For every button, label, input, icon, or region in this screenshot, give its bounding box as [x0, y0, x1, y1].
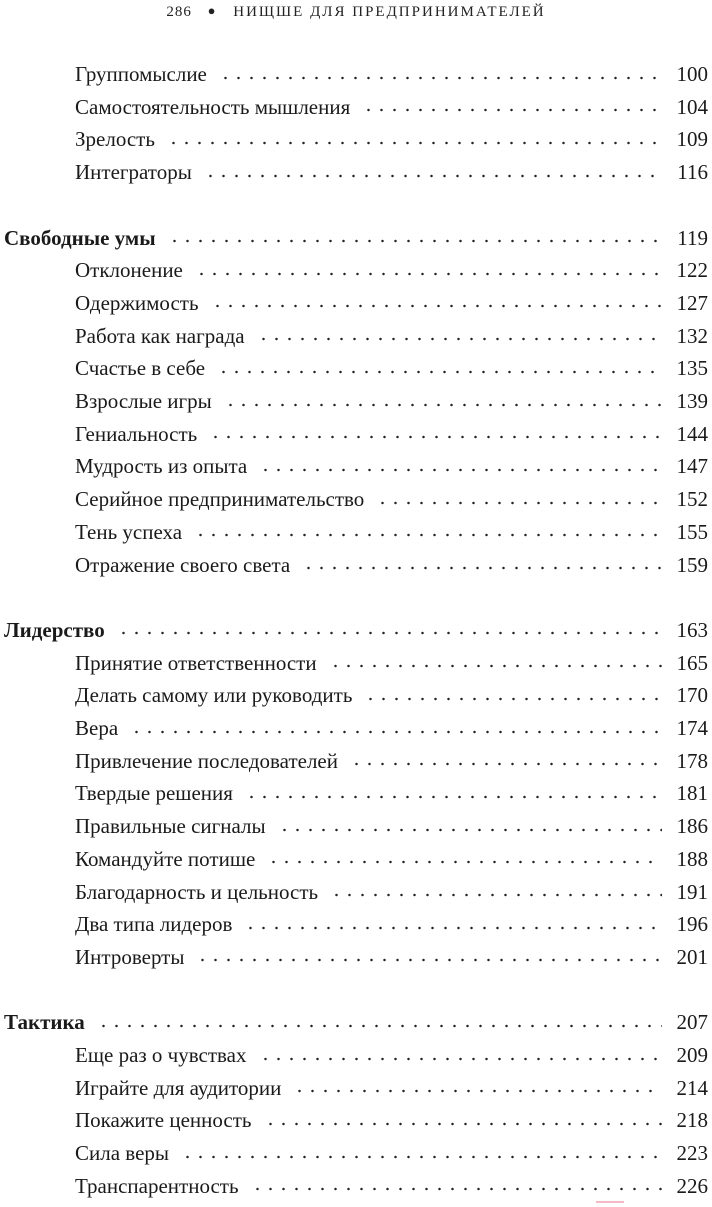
toc-entry-page-number: 139: [676, 389, 708, 413]
toc-entry-title: Привлечение последователей: [75, 748, 338, 773]
dot-leader: [330, 893, 662, 897]
toc-heading-title: Свободные умы: [4, 225, 156, 250]
toc-heading: [4, 614, 708, 647]
dot-leader: [267, 860, 662, 864]
toc-entry: [75, 712, 708, 745]
toc-entry-title: Интроверты: [75, 944, 185, 969]
toc-entry: [75, 123, 708, 156]
dot-leader: [264, 1122, 662, 1126]
toc-entry-page-number: 155: [676, 519, 708, 544]
toc-entry-page-number: 188: [676, 846, 708, 871]
dot-leader: [376, 501, 662, 505]
toc-heading-page-number: 119: [677, 225, 708, 250]
dot-leader: [278, 828, 662, 832]
toc-entry-page-number: 165: [676, 650, 708, 675]
toc-entry-page-number: 209: [676, 1043, 708, 1067]
toc-entry-title: Тень успеха: [75, 519, 183, 544]
dot-leader: [259, 468, 662, 472]
toc-entry-page-number: 170: [676, 683, 708, 708]
toc-entry: [75, 91, 708, 124]
toc-entry-title: Благодарность и цельность: [75, 879, 319, 904]
dot-leader: [97, 1024, 662, 1028]
toc-heading-page-number: 207: [676, 1010, 708, 1035]
dot-leader: [245, 795, 662, 799]
toc-entry-title: Взрослые игры: [75, 389, 212, 413]
toc-entry: [75, 1104, 708, 1137]
toc-entry: [75, 254, 708, 287]
page-number: 286: [166, 4, 192, 20]
toc-entry-page-number: 174: [676, 716, 708, 740]
dot-leader: [257, 337, 662, 341]
toc-entry: [75, 679, 708, 712]
toc-entry-title: Отражение своего света: [75, 552, 291, 577]
toc-entry-page-number: 135: [676, 356, 708, 381]
toc-entry: [75, 418, 708, 451]
toc-entry: [75, 450, 708, 483]
toc-entry: [75, 58, 708, 91]
toc-entry: [75, 287, 708, 320]
toc-entry-page-number: 147: [676, 454, 708, 479]
toc-entry-title: Одержимость: [75, 290, 199, 315]
dot-leader: [259, 1057, 663, 1061]
toc-entry-title: Твердые решения: [75, 781, 233, 806]
toc-heading: [4, 222, 708, 255]
toc-entry: [75, 156, 708, 189]
page-stain: [596, 1201, 624, 1203]
toc-entry-page-number: 122: [676, 258, 708, 283]
toc-entry-title: Мудрость из опыта: [75, 454, 248, 479]
dot-leader: [209, 435, 662, 439]
toc-entry: [75, 549, 708, 582]
dot-leader: [130, 730, 662, 734]
toc-entry-page-number: 100: [676, 62, 708, 86]
toc-entry: [75, 1170, 708, 1203]
dot-leader: [217, 370, 662, 374]
dot-leader: [204, 174, 662, 178]
dot-leader: [244, 926, 662, 930]
toc-entry-page-number: 109: [676, 127, 708, 152]
separator-bullet: ●: [207, 3, 218, 18]
toc-entry-page-number: 218: [676, 1108, 708, 1133]
book-title: НИЩШЕ ДЛЯ ПРЕДПРИНИМАТЕЛЕЙ: [233, 4, 546, 20]
toc-entry: [75, 908, 708, 941]
toc-entry: [75, 745, 708, 778]
toc-heading: [4, 1006, 708, 1039]
dot-leader: [168, 239, 662, 243]
toc-entry-page-number: 104: [676, 94, 708, 119]
running-head: [0, 4, 712, 21]
toc-entry: [75, 385, 708, 418]
dot-leader: [219, 76, 662, 80]
toc-entry-page-number: 214: [676, 1075, 708, 1100]
toc-entry-title: Делать самому или руководить: [75, 683, 353, 708]
toc-entry-title: Гениальность: [75, 421, 198, 446]
toc-entry: [75, 1137, 708, 1170]
toc-entry-title: Покажите ценность: [75, 1108, 252, 1133]
toc-entry: [75, 516, 708, 549]
toc-entry: [75, 843, 708, 876]
dot-leader: [293, 1089, 662, 1093]
toc-entry: [75, 777, 708, 810]
toc-entry: [75, 1039, 708, 1072]
toc-entry-page-number: 132: [676, 323, 708, 348]
toc-entry: [75, 320, 708, 353]
toc-entry-page-number: 226: [676, 1173, 708, 1198]
toc-entry-title: Командуйте потише: [75, 846, 256, 871]
toc-entry-title: Интеграторы: [75, 160, 192, 185]
toc-entry-page-number: 127: [676, 290, 708, 315]
dot-leader: [364, 697, 662, 701]
toc-entry-page-number: 152: [676, 487, 708, 512]
dot-leader: [362, 108, 662, 112]
dot-leader: [251, 1187, 662, 1191]
toc-entry: [75, 941, 708, 974]
toc-entry-page-number: 159: [676, 552, 708, 577]
toc-entry-title: Работа как награда: [75, 323, 245, 348]
dot-leader: [181, 1155, 662, 1159]
toc-entry-page-number: 178: [676, 748, 708, 773]
toc-entry-title: Отклонение: [75, 258, 183, 283]
toc-entry-title: Самостоятельность мышления: [75, 94, 351, 119]
toc-heading-title: Лидерство: [4, 617, 105, 642]
toc-entry: [75, 1072, 708, 1105]
toc-entry: [75, 352, 708, 385]
toc-entry: [75, 810, 708, 843]
dot-leader: [117, 631, 662, 635]
dot-leader: [211, 304, 662, 308]
toc-entry-page-number: 223: [676, 1141, 708, 1166]
dot-leader: [224, 403, 662, 407]
toc-entry-title: Зрелость: [75, 127, 155, 152]
toc-entry-page-number: 181: [676, 781, 708, 806]
toc-entry: [75, 483, 708, 516]
dot-leader: [196, 958, 662, 962]
toc-entry-title: Серийное предпринимательство: [75, 487, 365, 512]
toc-entry-title: Еще раз о чувствах: [75, 1043, 247, 1067]
toc-entry-page-number: 191: [676, 879, 708, 904]
toc-entry-title: Сила веры: [75, 1141, 170, 1166]
dot-leader: [302, 566, 662, 570]
dot-leader: [195, 272, 662, 276]
toc-entry-title: Принятие ответственности: [75, 650, 317, 675]
dot-leader: [329, 664, 662, 668]
toc-entry-title: Транспарентность: [75, 1173, 239, 1198]
toc-entry-title: Вера: [75, 716, 119, 740]
toc-entry: [75, 647, 708, 680]
toc-heading-page-number: 163: [676, 617, 708, 642]
toc-entry-title: Группомыслие: [75, 62, 207, 86]
toc-entry-page-number: 201: [676, 944, 708, 969]
toc-entry: [75, 876, 708, 909]
toc-entry-page-number: 196: [676, 912, 708, 937]
dot-leader: [167, 141, 662, 145]
dot-leader: [350, 762, 662, 766]
toc-entry-page-number: 186: [676, 814, 708, 839]
toc-entry-page-number: 144: [676, 421, 708, 446]
toc-entry-title: Правильные сигналы: [75, 814, 266, 839]
toc-entry-title: Счастье в себе: [75, 356, 206, 381]
dot-leader: [194, 533, 662, 537]
toc-heading-title: Тактика: [4, 1010, 85, 1035]
toc-entry-title: Играйте для аудитории: [75, 1075, 282, 1100]
toc-entry-page-number: 116: [677, 160, 708, 185]
toc-entry-title: Два типа лидеров: [75, 912, 233, 937]
